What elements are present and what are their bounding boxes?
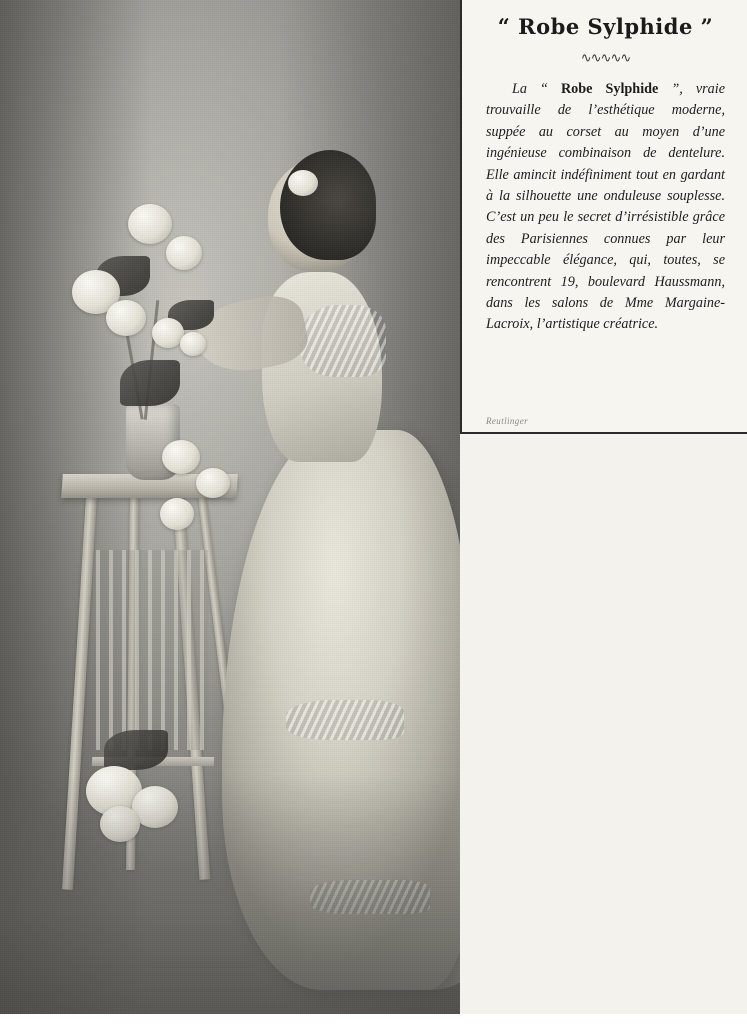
page-edge xyxy=(0,1014,747,1024)
bodice-lace xyxy=(300,305,386,377)
ornament-divider: ∿∿∿∿∿ xyxy=(580,53,631,63)
caption-lead: La “ xyxy=(512,81,561,97)
figure-hair xyxy=(280,150,376,260)
caption-text xyxy=(486,79,725,336)
caption-panel xyxy=(460,0,747,434)
bouquet-bloom xyxy=(106,300,146,336)
photographer-signature: Reutlinger xyxy=(486,416,528,426)
table-spindles xyxy=(96,550,208,750)
page-title: “ Robe Sylphide ” xyxy=(497,14,714,39)
table-bloom xyxy=(162,440,200,474)
bouquet-bloom xyxy=(180,332,206,356)
table-bloom xyxy=(196,468,230,498)
caption-rest: ”, vraie trouvaille de l’esthétique moderne, suppée au corset au moyen d’une ingénieuse combinaison de dentelure. Elle amincit indéfiniment tout en gardant à la silhouette une onduleuse souplesse. C’est un peu le secret d’irrésistible grâce des Parisiennes connues par leur impeccable élégance, qui, toutes, se rencontrent 19, boulevard Haussmann, dans les salons de Mme Margaine-Lacroix, l’artistique créatrice. xyxy=(486,81,725,333)
bouquet-bloom xyxy=(128,204,172,244)
brand-name: Robe Sylphide xyxy=(560,81,659,97)
skirt-lace-band xyxy=(286,700,404,740)
bouquet-bloom xyxy=(166,236,202,270)
photo-floor-shadow xyxy=(0,774,460,1024)
foliage xyxy=(104,730,168,770)
hair-flower xyxy=(288,170,318,196)
foliage xyxy=(120,360,180,406)
table-bloom xyxy=(160,498,194,530)
page-margin-right xyxy=(460,434,747,1024)
